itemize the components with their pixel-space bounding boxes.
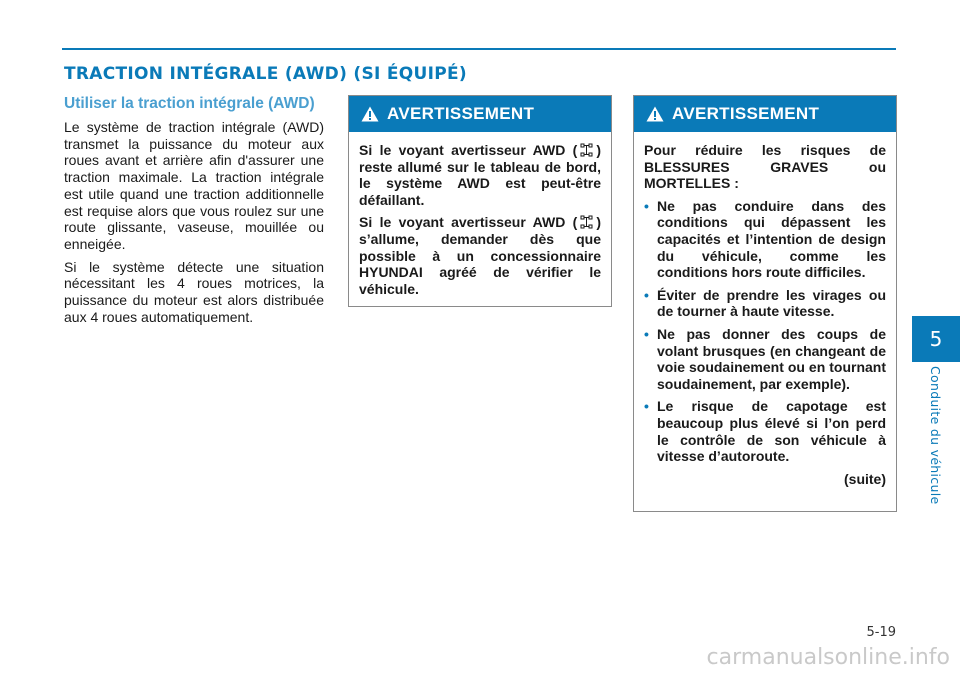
page-number: 5-19 (866, 625, 896, 640)
bullet-dot-icon: • (644, 286, 649, 303)
warning-bullet (644, 198, 886, 281)
top-rule (62, 48, 896, 50)
awd-warning-light-icon (580, 143, 593, 157)
chapter-label: Conduite du véhicule (928, 366, 943, 505)
warning-bullet-list (644, 198, 886, 465)
warning-title: AVERTISSEMENT (672, 104, 820, 123)
intro-paragraph-1: Le système de traction intégrale (AWD) transmet la puissance du moteur aux roues avant et arrière afin d'assurer une traction maximale. La traction intégrale est utile quand une traction additionnelle est requise alors que vous roulez sur une route glissante, vaseuse, mouillée ou enneigée. (64, 119, 324, 252)
bullet-dot-icon: • (644, 197, 649, 214)
bullet-text: Éviter de prendre les virages ou de tourner à haute vitesse. (657, 286, 886, 320)
warning-text: Si le voyant avertisseur AWD ( (359, 142, 578, 158)
warning-bullet (644, 398, 886, 464)
continued-label: (suite) (844, 470, 886, 487)
watermark: carmanualsonline.info (706, 645, 950, 670)
warning-paragraph-2 (359, 214, 601, 297)
bullet-dot-icon: • (644, 325, 649, 342)
warning-title: AVERTISSEMENT (387, 104, 535, 123)
awd-warning-light-icon (580, 215, 593, 229)
warning-intro: Pour réduire les risques de BLESSURES GRAVES ou MORTELLES : (644, 142, 886, 192)
warning-header (634, 96, 896, 132)
chapter-tab: 5 (912, 316, 960, 362)
bullet-text: Ne pas donner des coups de volant brusques (en changeant de voie soudainement ou en tournant soudainement, par exemple). (657, 325, 886, 392)
warning-triangle-icon (361, 106, 379, 122)
warning-bullet (644, 287, 886, 320)
warning-box-injury-risk (633, 95, 897, 512)
bullet-dot-icon: • (644, 398, 649, 415)
intro-paragraph-2: Si le système détecte une situation nécessitant les 4 roues motrices, la puissance du moteur est alors distribuée aux 4 roues automatiquement. (64, 258, 324, 325)
warning-paragraph-1 (359, 142, 601, 208)
intro-column (64, 95, 324, 331)
warning-body (634, 132, 896, 487)
warning-body (349, 132, 611, 297)
warning-text: ) s’allume, demander dès que possible à un concessionnaire HYUNDAI agréé de vérifier le véhicule. (359, 214, 601, 297)
warning-header (349, 96, 611, 132)
intro-heading: Utiliser la traction intégrale (AWD) (64, 95, 315, 112)
warning-triangle-icon (646, 106, 664, 122)
warning-box-awd-light (348, 95, 612, 307)
bullet-text: Le risque de capotage est beaucoup plus élevé si l’on perd le contrôle de son véhicule à vitesse d’autoroute. (657, 398, 886, 465)
warning-text: Si le voyant avertisseur AWD ( (359, 214, 578, 231)
section-title: TRACTION INTÉGRALE (AWD) (SI ÉQUIPÉ) (64, 64, 467, 84)
warning-bullet (644, 326, 886, 392)
bullet-text: Ne pas conduire dans des conditions qui dépassent les capacités et l’intention de design du véhicule, comme les conditions hors route difficiles. (657, 197, 886, 281)
warning-text: ) reste allumé sur le tableau de bord, le système AWD est peut-être défaillant. (359, 142, 601, 208)
